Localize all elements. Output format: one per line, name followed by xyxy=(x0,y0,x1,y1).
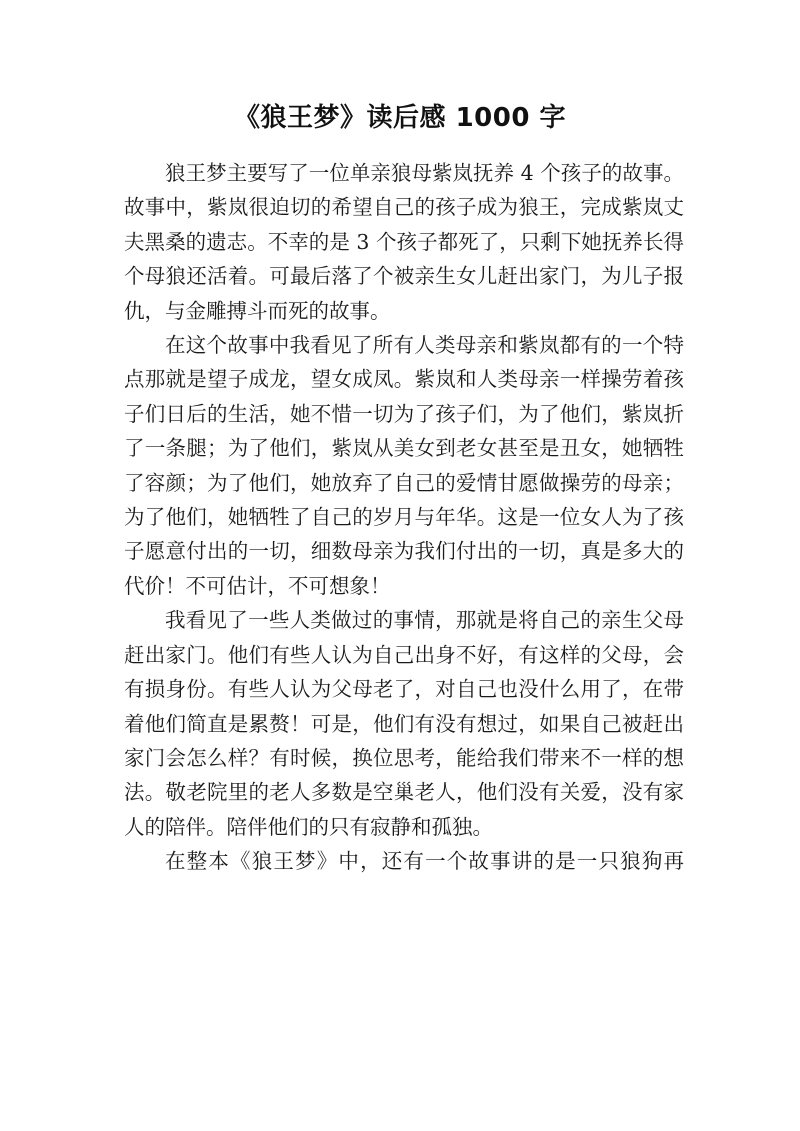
document-body xyxy=(124,156,684,879)
paragraph-2: 在这个故事中我看见了所有人类母亲和紫岚都有的一个特点那就是望子成龙，望女成凤。紫岚和人类母亲一样操劳着孩子们日后的生活，她不惜一切为了孩子们，为了他们，紫岚折了一条腿；为了他们，紫岚从美女到老女甚至是丑女，她牺牲了容颜；为了他们，她放弃了自己的爱情甘愿做操劳的母亲；为了他们，她牺牲了自己的岁月与年华。这是一位女人为了孩子愿意付出的一切，细数母亲为我们付出的一切，真是多大的代价！不可估计，不可想象！ xyxy=(124,333,684,598)
paragraph-3: 我看见了一些人类做过的事情，那就是将自己的亲生父母赶出家门。他们有些人认为自己出身不好，有这样的父母，会有损身份。有些人认为父母老了，对自己也没什么用了，在带着他们简直是累赘！可是，他们有没有想过，如果自己被赶出家门会怎么样？有时候，换位思考，能给我们带来不一样的想法。敬老院里的老人多数是空巢老人，他们没有关爱，没有家人的陪伴。陪伴他们的只有寂静和孤独。 xyxy=(124,608,684,839)
document-title: 《狼王梦》读后感 1000 字 xyxy=(234,103,566,133)
paragraph-1: 狼王梦主要写了一位单亲狼母紫岚抚养 4 个孩子的故事。故事中，紫岚很迫切的希望自己的孩子成为狼王，完成紫岚丈夫黑桑的遗志。不幸的是 3 个孩子都死了，只剩下她抚养长得个母狼还活着。可最后落了个被亲生女儿赶出家门，为儿子报仇，与金雕搏斗而死的故事。 xyxy=(124,161,684,323)
paragraph-4: 在整本《狼王梦》中，还有一个故事讲的是一只狼狗再 xyxy=(165,849,684,874)
